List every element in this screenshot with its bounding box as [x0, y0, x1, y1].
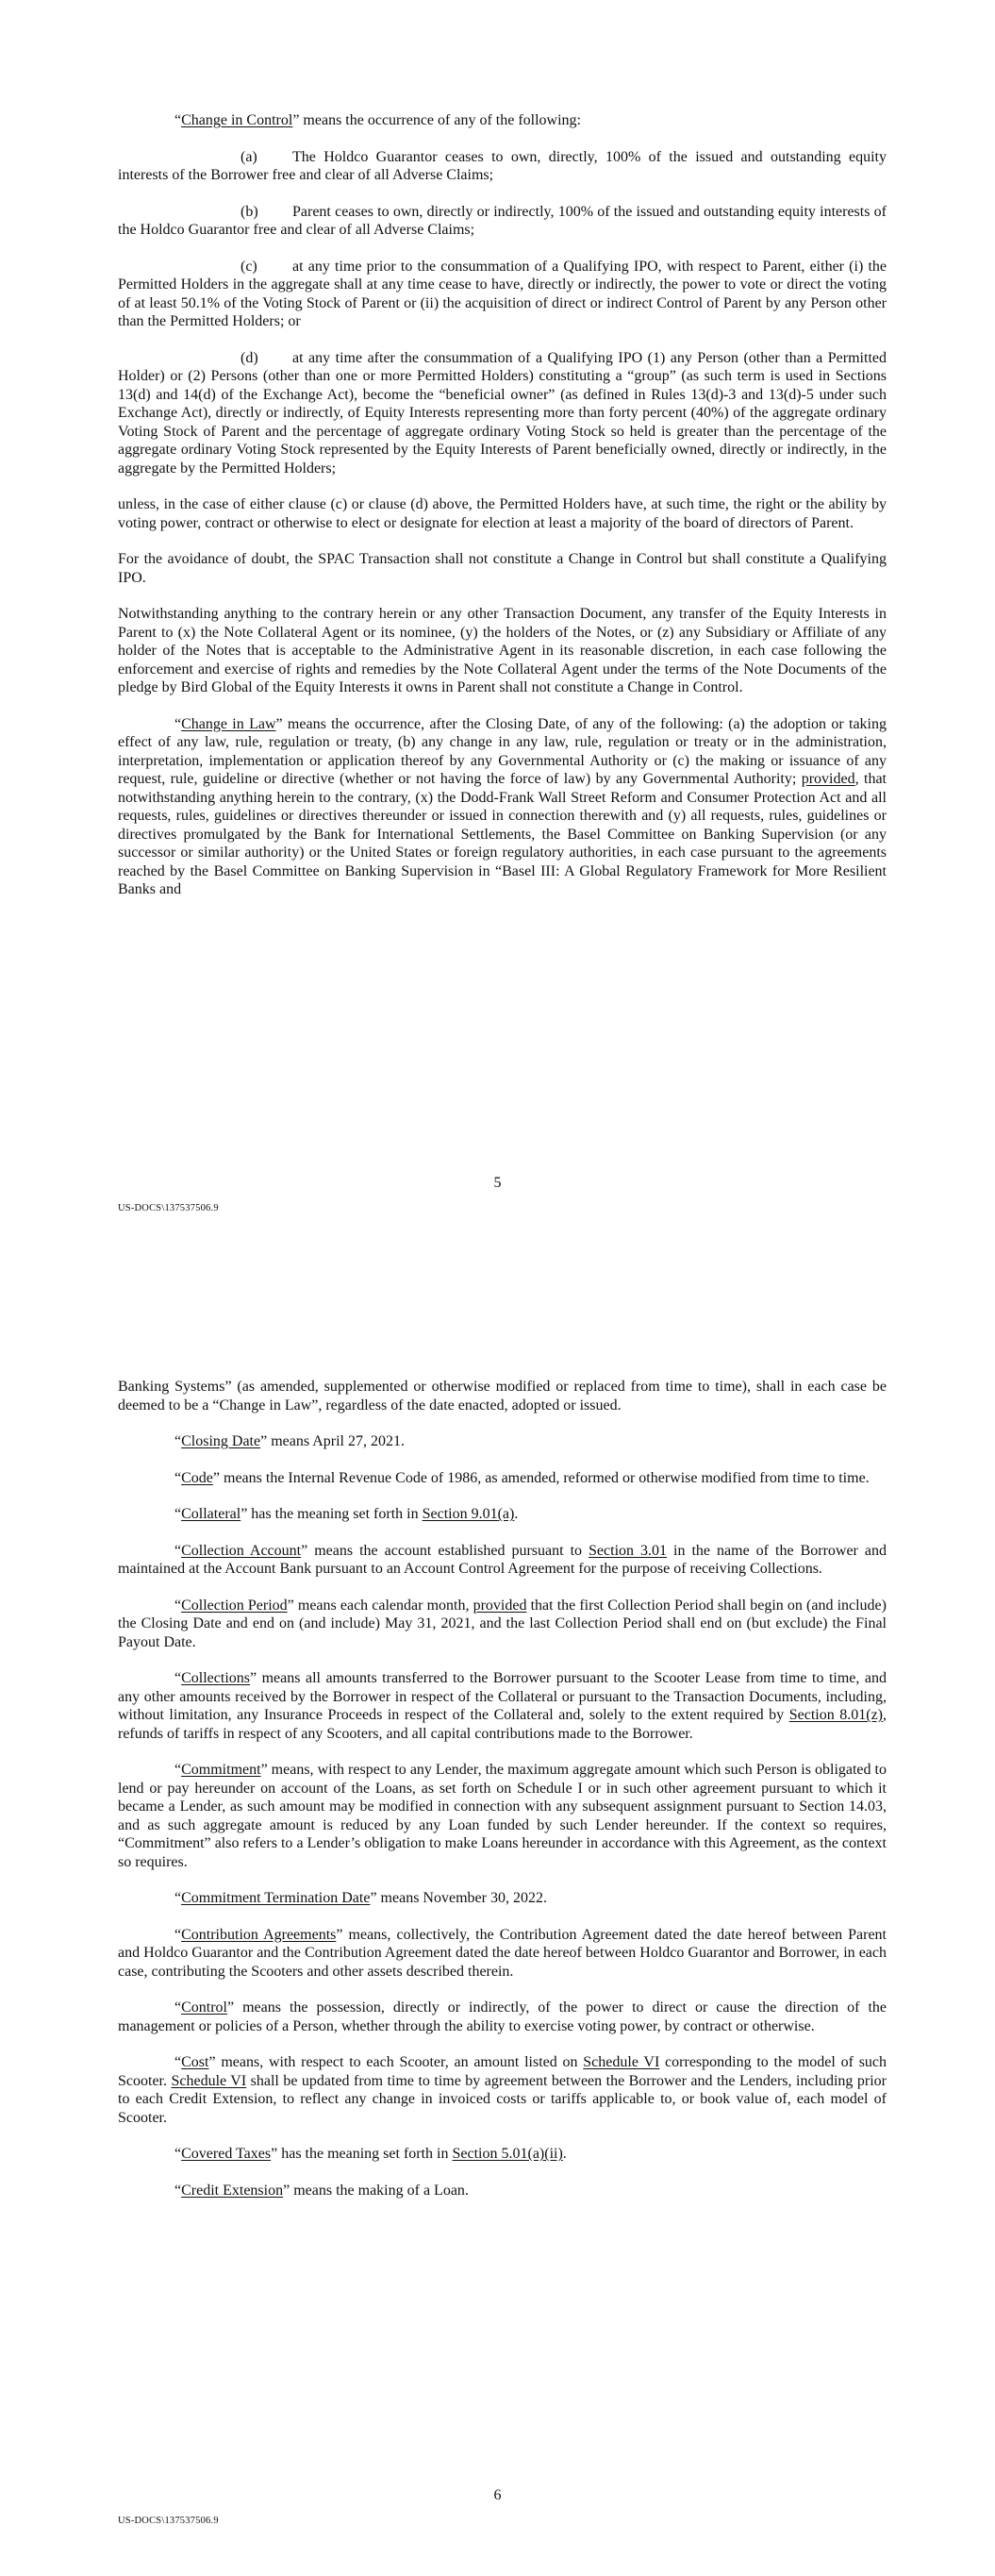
term-commitment-termination-date: Commitment Termination Date — [181, 1890, 371, 1906]
clause-d: (d) at any time after the consummation of a Qualifying IPO (1) any Person (other than a Permitted Holder) or (2) Persons (other than one or more Permitted Holders) constituting a “group” (as such term is used in Sections 13(d) and 14(d) of the Exchange Act), become the “beneficial owner” (as defined in Rules 13(d)-3 and 13(d)-5 under such Exchange Act), directly or indirectly, of Equity Interests representing more than forty percent (40%) of the aggregate ordinary Voting Stock of Parent and the percentage of aggregate ordinary Voting Stock so held is greater than the percentage of the aggregate ordinary Voting Stock represented by the Equity Interests of Parent beneficially owned, directly or indirectly, in the aggregate by the Permitted Holders; — [118, 349, 887, 477]
definition-commitment: “Commitment” means, with respect to any Lender, the maximum aggregate amount which such Person is obligated to lend or pay hereunder on account of the Loans, as set forth on Schedule I or in such other agreement pursuant to which it became a Lender, as such amount may be modified in connection with any subsequent assignment pursuant to Section 14.03, and as such aggregate amount is reduced by any Loan funded by such Lender hereunder. If the context so requires, “Commitment” also refers to a Lender’s obligation to make Loans hereunder in accordance with this Agreement, as the context so requires. — [118, 1762, 887, 1870]
definition-code: “Code” means the Internal Revenue Code of 1986, as amended, reformed or otherwise modified from time to time. — [174, 1469, 870, 1486]
definition-commitment-termination-date: “Commitment Termination Date” means November 30, 2022. — [174, 1890, 547, 1906]
section-reference: Section 3.01 — [589, 1542, 668, 1559]
schedule-reference: Schedule VI — [583, 2054, 660, 2070]
provided-term: provided — [801, 771, 855, 787]
definition-collection-account: “Collection Account” means the account established pursuant to Section 3.01 in the name of the Borrower and maintained at the Account Bank pursuant to an Account Control Agreement for the purpose of receiving Collections. — [118, 1542, 887, 1577]
section-reference: Section 8.01(z) — [788, 1707, 884, 1723]
definition-collections: “Collections” means all amounts transferred to the Borrower pursuant to the Scooter Lease from time to time, and any other amounts received by the Borrower in respect of the Collateral or pursuant to the Transaction Documents, including, without limitation, any Insurance Proceeds in respect of the Collateral and, solely to the extent required by Section 8.01(z), refunds of tariffs in respect of any Scooters, and all capital contributions made to the Borrower. — [118, 1670, 887, 1742]
term-contribution-agreements: Contribution Agreements — [181, 1926, 337, 1943]
term-code: Code — [181, 1469, 213, 1486]
definition-covered-taxes: “Covered Taxes” has the meaning set forth in Section 5.01(a)(ii). — [174, 2146, 567, 2162]
unless-paragraph: unless, in the case of either clause (c) or clause (d) above, the Permitted Holders have, at such time, the right or the ability by voting power, contract or otherwise to elect or designate for election at least a majority of the board of directors of Parent. — [118, 496, 887, 531]
clause-label: (c) — [240, 258, 257, 275]
clause-c: (c) at any time prior to the consummation of a Qualifying IPO, with respect to Parent, either (i) the Permitted Holders in the aggregate shall at any time cease to have, directly or indirectly, the power to vote or direct the voting of at least 50.1% of the Voting Stock of Parent or (ii) the acquisition of direct or indirect Control of Parent by any Person other than the Permitted Holders; or — [118, 258, 887, 329]
avoidance-paragraph: For the avoidance of doubt, the SPAC Transaction shall not constitute a Change in Control but shall constitute a Qualifying IPO. — [118, 551, 887, 586]
clause-label: (b) — [240, 203, 258, 220]
definition-contribution-agreements: “Contribution Agreements” means, collectively, the Contribution Agreement dated the date hereof between Parent and Holdco Guarantor and the Contribution Agreement dated the date hereof between Holdco Guarantor and Borrower, in each case, contributing the Scooters and other assets described therein. — [118, 1926, 887, 1980]
clause-b: (b) Parent ceases to own, directly or indirectly, 100% of the issued and outstanding equity interests of the Holdco Guarantor free and clear of all Adverse Claims; — [118, 203, 887, 238]
page-number: 6 — [493, 2487, 502, 2503]
term-commitment: Commitment — [181, 1762, 261, 1778]
page-5-body — [118, 111, 887, 899]
definition-collection-period: “Collection Period” means each calendar month, provided that the first Collection Period shall begin on (and include) the Closing Date and end on (and include) May 31, 2021, and the last Collection Period shall end on (but exclude) the Final Payout Date. — [118, 1597, 887, 1650]
notwithstanding-paragraph: Notwithstanding anything to the contrary herein or any other Transaction Document, any transfer of the Equity Interests in Parent to (x) the Note Collateral Agent or its nominee, (y) the holders of the Notes, or (z) any Subsidiary or Affiliate of any holder of the Notes that is acceptable to the Administrative Agent in its reasonable discretion, in each case following the enforcement and exercise of rights and remedies by the Note Collateral Agent under the terms of the Note Documents of the pledge by Bird Global of the Equity Interests it owns in Parent shall not constitute a Change in Control. — [118, 606, 887, 695]
term-covered-taxes: Covered Taxes — [181, 2146, 272, 2162]
term-control: Control — [181, 1999, 227, 2016]
section-reference: Section 9.01(a) — [422, 1506, 515, 1522]
doc-id: US-DOCS\137537506.9 — [118, 2516, 219, 2526]
schedule-reference: Schedule VI — [171, 2072, 247, 2089]
term-credit-extension: Credit Extension — [181, 2182, 284, 2199]
term-cost: Cost — [181, 2054, 209, 2070]
page-number: 5 — [493, 1175, 502, 1191]
provided-term: provided — [473, 1597, 527, 1614]
definition-change-in-control: “Change in Control” means the occurrence of any of the following: — [174, 112, 581, 128]
clause-label: (d) — [240, 349, 258, 366]
definition-credit-extension: “Credit Extension” means the making of a Loan. — [174, 2182, 469, 2199]
definition-closing-date: “Closing Date” means April 27, 2021. — [174, 1433, 405, 1449]
term-collection-account: Collection Account — [181, 1542, 302, 1559]
doc-id: US-DOCS\137537506.9 — [118, 1203, 219, 1213]
term-change-in-control: Change in Control — [181, 112, 293, 128]
term-closing-date: Closing Date — [181, 1433, 261, 1449]
document-page-6 — [0, 1264, 995, 2576]
page-6-body — [118, 1378, 887, 2200]
term-collateral: Collateral — [181, 1506, 241, 1522]
definition-cost: “Cost” means, with respect to each Scooter, an amount listed on Schedule VI corresponding to the model of such Scooter. Schedule VI shall be updated from time to time by agreement between the Borrower and the Lenders, including prior to each Credit Extension, to reflect any change in invoiced costs or tariffs applicable to, or book value of, each model of Scooter. — [118, 2054, 887, 2126]
document-page-5 — [0, 0, 995, 1264]
term-collection-period: Collection Period — [181, 1597, 288, 1614]
continuation-paragraph: Banking Systems” (as amended, supplemented or otherwise modified or replaced from time to time), shall in each case be deemed to be a “Change in Law”, regardless of the date enacted, adopted or issued. — [118, 1379, 887, 1413]
definition-collateral: “Collateral” has the meaning set forth in Section 9.01(a). — [174, 1506, 519, 1522]
definition-change-in-law: “Change in Law” means the occurrence, after the Closing Date, of any of the following: (a) the adoption or taking effect of any law, rule, regulation or treaty, (b) any change in any law, rule, regulation or treaty or in the administration, interpretation, implementation or application thereof by any Governmental Authority or (c) the making or issuance of any request, rule, guideline or directive (whether or not having the force of law) by any Governmental Authority; provided, that notwithstanding anything herein to the contrary, (x) the Dodd-Frank Wall Street Reform and Consumer Protection Act and all requests, rules, guidelines or directives thereunder or issued in connection therewith and (y) all requests, rules, guidelines or directives promulgated by the Bank for International Settlements, the Basel Committee on Banking Supervision (or any successor or similar authority) or the United States or foreign regulatory authorities, in each case pursuant to the agreements reached by the Basel Committee on Banking Supervision in “Basel III: A Global Regulatory Framework for More Resilient Banks and — [118, 715, 887, 897]
clause-a: (a) The Holdco Guarantor ceases to own, directly, 100% of the issued and outstanding equity interests of the Borrower free and clear of all Adverse Claims; — [118, 148, 887, 183]
definition-control: “Control” means the possession, directly or indirectly, of the power to direct or cause the direction of the management or policies of a Person, whether through the ability to exercise voting power, by contract or otherwise. — [118, 1999, 887, 2034]
clause-label: (a) — [240, 148, 257, 165]
term-change-in-law: Change in Law — [181, 715, 276, 732]
term-collections: Collections — [181, 1670, 250, 1686]
section-reference: Section 5.01(a)(ii) — [452, 2146, 563, 2162]
